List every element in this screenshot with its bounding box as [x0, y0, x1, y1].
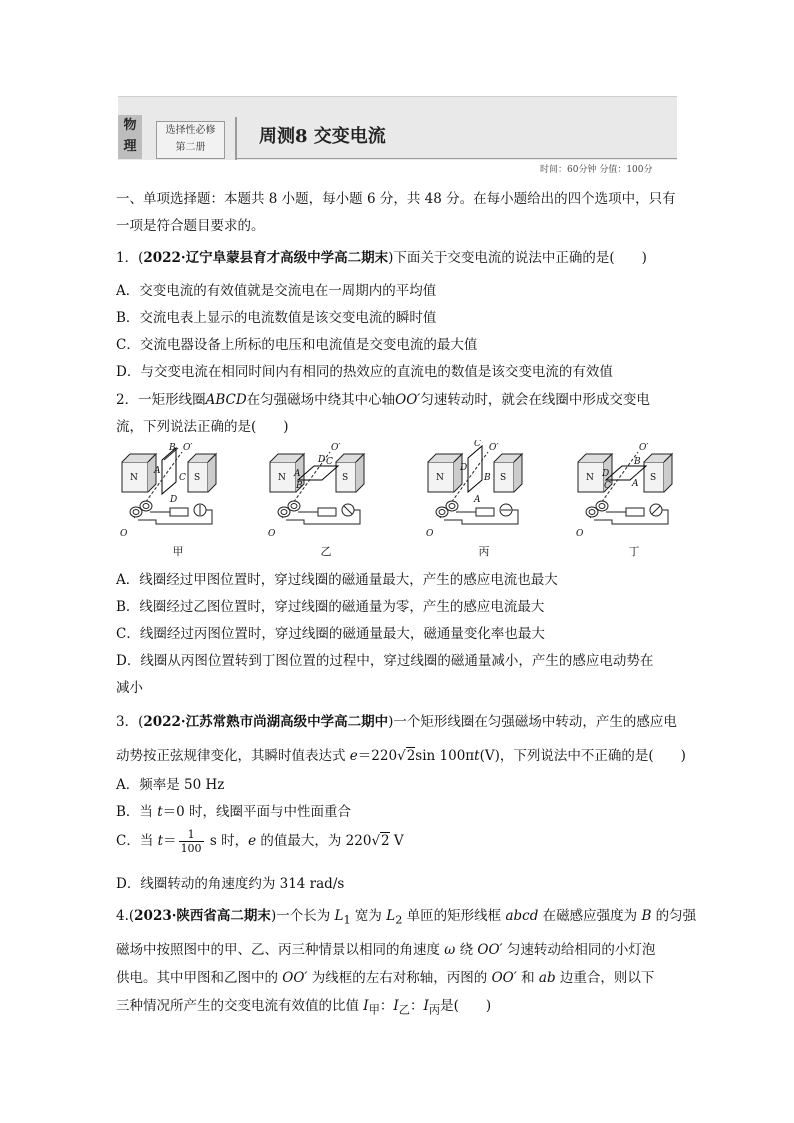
q3-stem-1	[116, 710, 677, 730]
q1-option-c: C．交流电器设备上所标的电压和电流值是交变电流的最大值	[116, 337, 478, 353]
header-underline	[235, 158, 677, 159]
q3-c-fraction	[179, 828, 204, 855]
q4-omega: ω	[444, 942, 456, 958]
q4-ab: ab	[538, 970, 556, 986]
q4-source: 2023·陕西省高二期末	[134, 908, 271, 924]
q3-stem-2: 动势按正弦规律变化，其瞬时值表达式 e＝220√2sin 100πt(V)，下列说法中不正确的是( )	[116, 748, 686, 764]
q4-L1: L	[334, 908, 344, 924]
svg-text:B: B	[296, 481, 303, 491]
q3-sqrt: 2	[406, 748, 416, 764]
svg-text:A: A	[294, 469, 301, 479]
q4-l3-b: 为线框的左右对称轴，丙图的	[307, 970, 492, 986]
q4-I-1: I	[363, 998, 369, 1014]
q3-option-b	[116, 800, 351, 820]
figure-label-yi: 乙	[320, 545, 332, 558]
svg-text:C: C	[604, 481, 611, 491]
q3-number: 3．(	[116, 714, 144, 730]
q2-option-a: A．线圈经过甲图位置时，穿过线圈的磁通量最大，产生的感应电流也最大	[116, 572, 558, 588]
q3-c-unit: V	[389, 833, 404, 849]
q3-text-c: sin 100π	[415, 748, 475, 764]
q3-c-mid: s 时，	[205, 833, 249, 849]
q4-stem-4	[116, 994, 491, 1018]
svg-text:O: O	[426, 529, 434, 539]
q3-var-e: e	[349, 748, 358, 764]
q4-colon-2: ：	[410, 998, 424, 1014]
q3-text-b: ＝220	[357, 748, 398, 764]
q4-colon-1: ：	[379, 998, 394, 1014]
q1-option-d: D．与交变电流在相同时间内有相同的热效应的直流电的数值是该交变电流的有效值	[116, 364, 613, 380]
section-instructions-1: 一、单项选择题：本题共 8 小题，每小题 6 分，共 48 分。在每小题给出的四个选项中，只有	[116, 191, 676, 207]
q2-coil-name: ABCD	[205, 392, 247, 408]
q4-abcd: abcd	[505, 908, 539, 924]
q3-c-pre: C．当	[116, 833, 158, 849]
section-instructions-2: 一项是符合题目要求的。	[116, 218, 265, 234]
svg-text:N: N	[436, 473, 444, 483]
svg-text:N: N	[586, 473, 594, 483]
svg-text:O′: O′	[489, 443, 499, 453]
svg-text:O′: O′	[639, 443, 649, 453]
svg-text:B: B	[634, 457, 641, 467]
q1-stem	[116, 246, 647, 266]
svg-text:N: N	[278, 473, 286, 483]
q2-text-e: 匀速转动时，就会在线圈中形成交变电	[420, 392, 650, 408]
q3-text-a: 动势按正弦规律变化，其瞬时值表达式	[116, 748, 350, 764]
q4-sub-jia: 甲	[368, 1003, 380, 1017]
q3-text-d: (V)，下列说法中不正确的是( )	[479, 748, 686, 764]
q4-l3-oo2: OO′	[491, 970, 517, 986]
q4-text-e: 的匀强	[651, 908, 697, 924]
q3-b-post: ＝0 时，线圈平面与中性面重合	[162, 804, 352, 820]
q1-text: )下面关于交变电流的说法中正确的是( )	[388, 250, 647, 266]
svg-text:S: S	[500, 473, 507, 483]
q2-option-c: C．线圈经过丙图位置时，穿过线圈的磁通量最大，磁通量变化率也最大	[116, 626, 545, 642]
generator-diagram-yi	[264, 440, 384, 540]
q3-c-den: 100	[180, 842, 202, 855]
q2-option-b: B．线圈经过乙图位置时，穿过线圈的磁通量为零，产生的感应电流最大	[116, 599, 545, 615]
q1-source: 2022·辽宁阜蒙县育才高级中学高二期末	[143, 250, 389, 266]
generator-diagram-bing	[422, 440, 542, 540]
q3-source: 2022·江苏常熟市尚湖高级中学高二期中	[143, 714, 389, 730]
q4-l4-a: 三种情况所产生的交变电流有效值的比值	[116, 998, 364, 1014]
q2-stem-1	[116, 388, 650, 408]
figure-bing	[422, 440, 542, 560]
svg-text:D: D	[460, 463, 468, 473]
q4-l3-oo: OO′	[282, 970, 308, 986]
q3-text: )一个矩形线圈在匀强磁场中转动，产生的感应电	[388, 714, 677, 730]
q2-figures	[116, 440, 676, 560]
q2-option-d-1: D．线圈从丙图位置转到丁图位置的过程中，穿过线圈的磁通量减小，产生的感应电动势在	[116, 653, 654, 669]
q3-c-eq: ＝	[163, 833, 177, 849]
q4-l2-a: 磁场中按照图中的甲、乙、丙三种情景以相同的角速度	[116, 942, 445, 958]
book-line-2: 第二册	[175, 142, 206, 153]
book-tag	[156, 121, 225, 159]
subject-char-1: 物	[123, 118, 137, 133]
q3-b-pre: B．当	[116, 804, 158, 820]
q2-text-c: 在匀强磁场中绕其中心轴	[246, 392, 396, 408]
q4-I-3: I	[423, 998, 429, 1014]
figure-jia	[116, 440, 236, 560]
svg-text:D: D	[602, 469, 610, 479]
label-S: S	[194, 473, 201, 483]
q4-number: 4.(	[116, 908, 135, 924]
svg-text:S: S	[342, 473, 349, 483]
figure-yi	[264, 440, 384, 560]
q3-c-sqrt: 2	[381, 833, 390, 849]
q3-b-t: t	[157, 804, 163, 820]
q3-option-a: A．频率是 50 Hz	[116, 777, 225, 793]
svg-text:O: O	[268, 529, 276, 539]
q4-sub-bing: 丙	[428, 1003, 441, 1017]
generator-diagram-jia	[116, 440, 236, 540]
svg-text:A: A	[632, 479, 639, 489]
q2-axis-name: OO′	[395, 392, 421, 408]
figure-label-bing: 丙	[478, 545, 490, 558]
q1-number: 1．(	[116, 250, 144, 266]
header-divider	[235, 117, 237, 160]
book-line-1: 选择性必修	[165, 125, 216, 136]
q1-option-b: B．交流电表上显示的电流数值是该交变电流的瞬时值	[116, 310, 437, 326]
q4-l3-c: 和	[516, 970, 539, 986]
svg-text:B: B	[484, 473, 491, 483]
q4-text-d: 在磁感应强度为	[538, 908, 642, 924]
q2-text-a: 2．一矩形线圈	[116, 392, 206, 408]
q3-option-d: D．线圈转动的角速度约为 314 rad/s	[116, 876, 345, 892]
q4-L1-sub: 1	[343, 913, 351, 927]
q4-stem-3	[116, 966, 654, 986]
q4-I-2: I	[393, 998, 399, 1014]
figure-label-jia: 甲	[172, 545, 184, 558]
q4-L2-sub: 2	[395, 913, 403, 927]
svg-text:C: C	[326, 457, 333, 467]
svg-text:B: B	[169, 443, 176, 453]
q3-option-c: C．当 t＝ $\frac{1}{100}$ s 时，e 的值最大，为 220√2 V	[116, 828, 404, 855]
svg-text:A: A	[474, 495, 481, 505]
svg-text:C: C	[179, 473, 186, 483]
q4-stem-2	[116, 938, 655, 958]
figure-label-ding: 丁	[628, 545, 640, 558]
page-header	[118, 96, 677, 160]
q4-l4-b: 是( )	[440, 998, 492, 1014]
svg-text:O′: O′	[331, 443, 341, 453]
q2-option-d-2: 减小	[116, 680, 143, 696]
q4-l3-a: 供电。其中甲图和乙图中的	[116, 970, 283, 986]
q4-sub-yi: 乙	[398, 1003, 411, 1017]
q4-l3-d: 边重合，则以下	[555, 970, 655, 986]
q4-oo: OO′	[477, 942, 503, 958]
svg-text:O: O	[576, 529, 584, 539]
q4-text-b: 宽为	[350, 908, 387, 924]
svg-text:O: O	[120, 529, 128, 539]
svg-text:A: A	[154, 466, 161, 476]
q1-option-a: A．交变电流的有效值就是交流电在一周期内的平均值	[116, 283, 437, 299]
q4-text-c: 单匝的矩形线框	[402, 908, 506, 924]
page-title: 周测8 交变电流	[259, 126, 386, 147]
svg-text:D: D	[170, 495, 178, 505]
q4-l2-b: 绕	[455, 942, 478, 958]
svg-text:S: S	[650, 473, 657, 483]
subject-tag	[118, 115, 142, 159]
generator-diagram-ding	[572, 440, 692, 540]
q3-var-t: t	[474, 748, 480, 764]
q3-c-t: t	[157, 833, 164, 849]
svg-text:D: D	[318, 455, 326, 465]
label-N: N	[130, 473, 138, 483]
figure-ding	[572, 440, 692, 560]
q4-stem-1	[116, 904, 696, 927]
svg-text:O′: O′	[183, 443, 193, 453]
q4-l2-c: 匀速转动给相同的小灯泡	[502, 942, 656, 958]
q4-B: B	[641, 908, 652, 924]
q3-c-post: 的值最大，为 220	[256, 833, 372, 849]
q3-c-num: 1	[179, 828, 204, 842]
time-score-info: 时间：60分钟 分值：100分	[540, 165, 653, 175]
q2-stem-2: 流，下列说法正确的是( )	[116, 419, 289, 435]
subject-char-2: 理	[123, 139, 137, 154]
q4-L2: L	[386, 908, 396, 924]
q4-text-a: )一个长为	[270, 908, 335, 924]
svg-text:C: C	[474, 440, 481, 449]
q3-c-e: e	[248, 833, 257, 849]
